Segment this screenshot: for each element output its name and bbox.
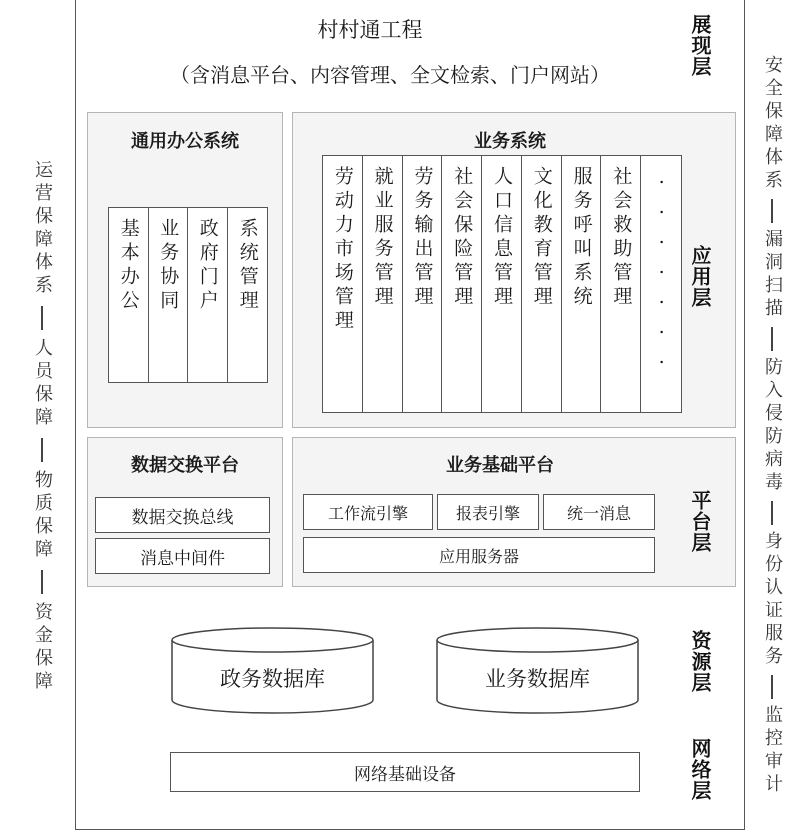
gov-database [170,626,375,716]
office-item: 业务协同 [149,208,189,382]
right-side-separator [771,501,773,525]
business-item: 文化教育管理 [522,156,562,412]
office-item: 系统管理 [236,218,259,314]
left-side-separator [41,438,43,462]
left-side-item: 物质保障 [32,470,53,562]
right-side-title: 安全保障体系 [762,55,783,193]
business-item-more: ....... [650,166,673,376]
business-item: 就业服务管理 [363,156,403,412]
left-side-item: 人员保障 [32,338,53,430]
right-side-separator [771,675,773,699]
message-middleware: 消息中间件 [95,538,270,574]
presentation-subtitle: （含消息平台、内容管理、全文检索、门户网站） [170,62,610,87]
layer-label-network: 网络层 [688,738,712,801]
workflow-engine: 工作流引擎 [303,494,433,530]
exchange-platform-title: 数据交换平台 [131,455,239,476]
left-side-title: 运营保障体系 [32,160,53,298]
office-item: 基本办公 [109,208,149,382]
network-infrastructure: 网络基础设备 [170,752,640,792]
right-side-item: 防入侵防病毒 [762,357,783,495]
biz-database-label: 业务数据库 [485,667,590,691]
biz-database [435,626,640,716]
right-side-separator [771,199,773,223]
business-item: 劳动力市场管理 [323,156,363,412]
left-side-column [22,160,62,780]
office-system-title: 通用办公系统 [131,131,239,152]
business-item: 社会救助管理 [601,156,641,412]
presentation-title: 村村通工程 [317,18,423,42]
unified-message: 统一消息 [543,494,655,530]
gov-database-label: 政务数据库 [220,667,325,691]
layer-label-presentation: 展现层 [688,14,712,77]
business-item: 社会保险管理 [442,156,482,412]
right-side-item: 漏洞扫描 [762,229,783,321]
left-side-separator [41,306,43,330]
right-side-column [752,55,792,825]
right-side-separator [771,327,773,351]
left-side-separator [41,570,43,594]
application-server: 应用服务器 [303,537,655,573]
right-side-item: 监控审计 [762,705,783,797]
business-item: 劳务输出管理 [403,156,443,412]
layer-label-resource: 资源层 [688,630,712,693]
business-system-title: 业务系统 [474,131,546,152]
layer-label-platform: 平台层 [688,490,712,553]
layer-label-application: 应用层 [688,245,712,308]
business-item: 服务呼叫系统 [562,156,602,412]
base-platform-title: 业务基础平台 [446,455,554,476]
business-system-grid [322,155,682,413]
business-item: 人口信息管理 [482,156,522,412]
left-side-item: 资金保障 [32,602,53,694]
office-system-grid [108,207,268,383]
office-item: 政府门户 [188,208,228,382]
right-side-item: 身份认证服务 [762,531,783,669]
report-engine: 报表引擎 [437,494,539,530]
exchange-bus: 数据交换总线 [95,497,270,533]
